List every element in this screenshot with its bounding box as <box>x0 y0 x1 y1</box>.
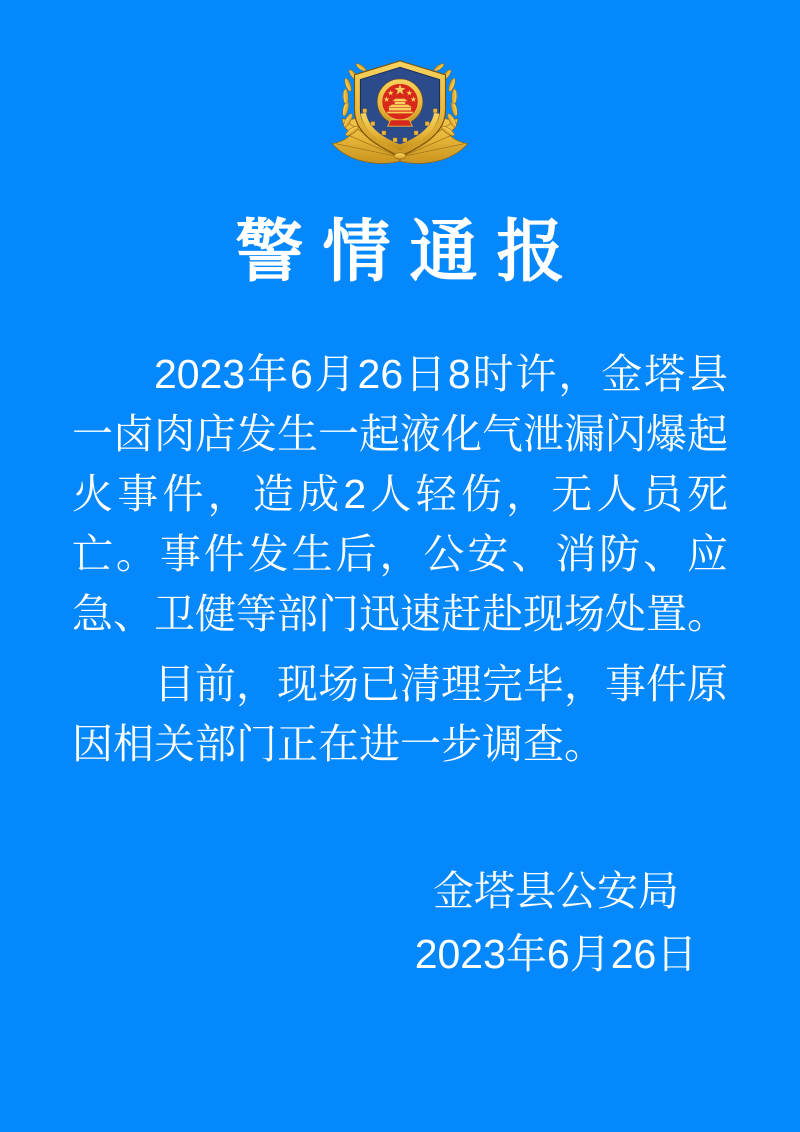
badge-knot <box>394 153 406 159</box>
notice-paragraph-1: 2023年6月26日8时许，金塔县一卤肉店发生一起液化气泄漏闪爆起火事件，造成2人轻伤，无人员死亡。事件发生后，公安、消防、应急、卫健等部门迅速赶赴现场处置。 <box>72 350 728 637</box>
signature-agency: 金塔县公安局 <box>433 867 679 914</box>
police-badge-icon <box>330 56 470 176</box>
signature-block <box>396 860 716 986</box>
notice-title: 警情通报 <box>235 214 584 290</box>
notice-body <box>0 344 800 774</box>
signature-date: 2023年6月26日 <box>414 930 698 977</box>
badge-container <box>0 0 800 176</box>
notice-paragraph-2: 目前，现场已清理完毕，事件原因相关部门正在进一步调查。 <box>72 660 728 767</box>
